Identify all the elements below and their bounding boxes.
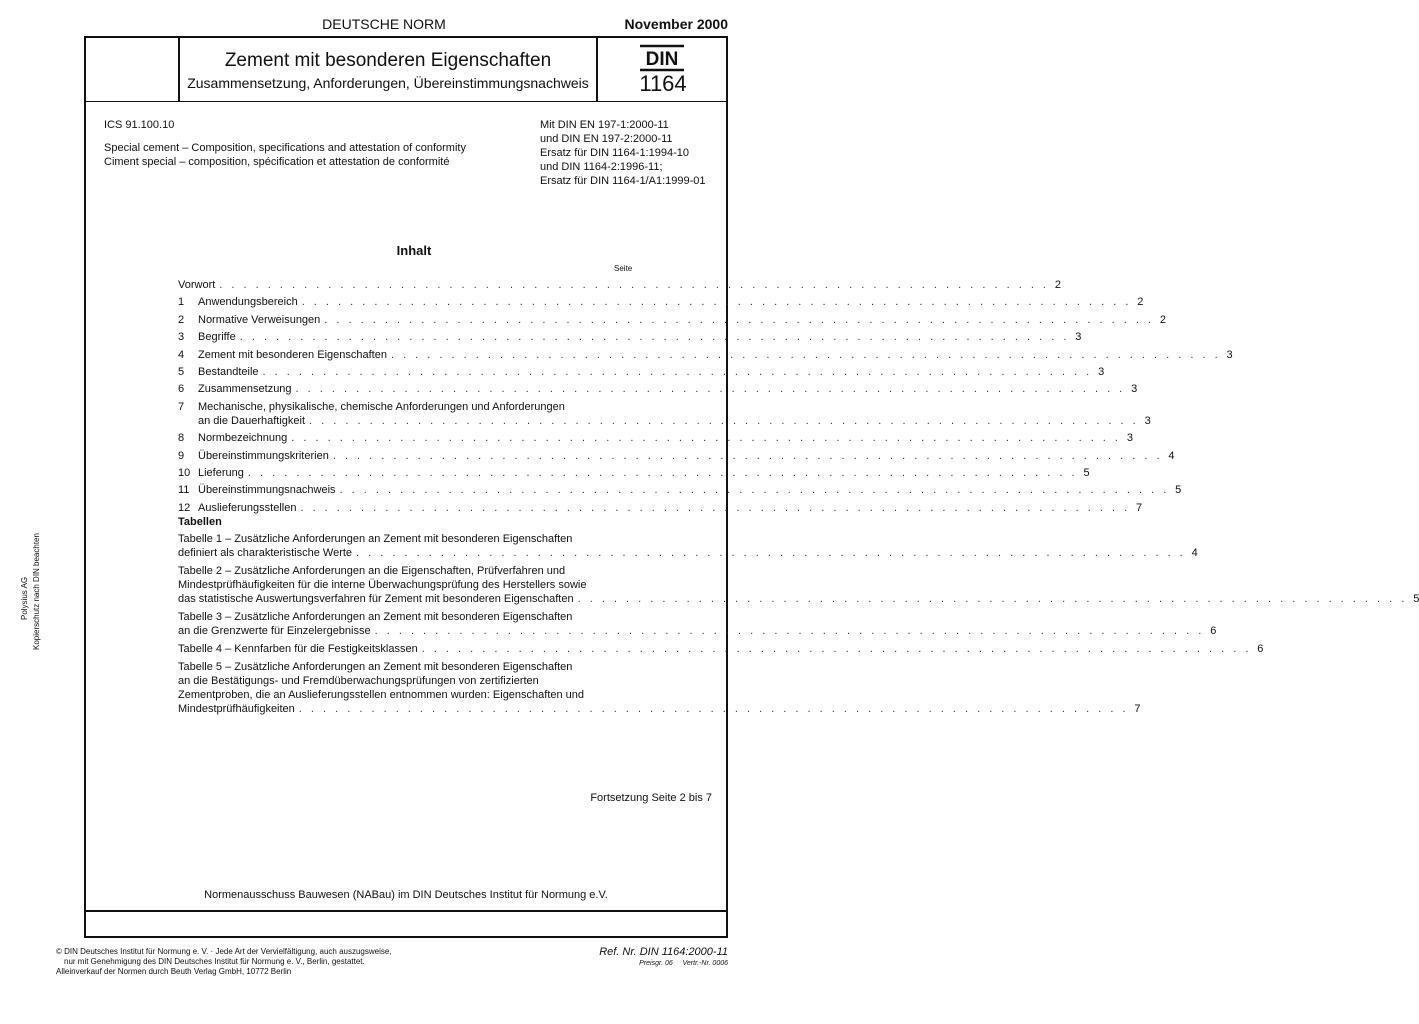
- replacement-line: Mit DIN EN 197-1:2000-11: [540, 119, 669, 131]
- toc-entry[interactable]: [178, 483, 1182, 497]
- side-stamp-line1: Polysius AG: [20, 576, 29, 620]
- tables-list: [178, 532, 1419, 720]
- table-entry-line: an die Bestätigungs- und Fremdüberwachungsprüfungen von zertifizierten: [178, 675, 539, 687]
- table-entry[interactable]: [178, 660, 1141, 716]
- toc-leader-dots: . . . . . . . . . . . . . . . . . . . . . . . . . . . . . . . . . . . . . . . . . . . . . . . . . . . . . . . . . . . . . . . . . . . . .: [339, 484, 1170, 497]
- toc-entry[interactable]: [178, 313, 1166, 327]
- table-entry[interactable]: [178, 532, 1198, 560]
- document-title: Zement mit besonderen Eigenschaften: [224, 50, 552, 71]
- table-entry[interactable]: [178, 610, 1217, 638]
- replacement-line: Ersatz für DIN 1164-1:1994-10: [540, 147, 689, 159]
- toc-page-number: 3: [1075, 331, 1082, 344]
- toc-entry[interactable]: [178, 278, 1061, 292]
- toc-number: 4: [178, 348, 185, 361]
- toc-label: Mechanische, physikalische, chemische Anforderungen und Anforderungen: [198, 400, 565, 413]
- toc-leader-dots: . . . . . . . . . . . . . . . . . . . . . . . . . . . . . . . . . . . . . . . . . . . . . . . . . . . . . . . . . . . . . . . . . . . . .: [332, 449, 1163, 462]
- document-subtitle: Zusammensetzung, Anforderungen, Übereinstimmungsnachweis: [187, 75, 589, 91]
- toc-leader-dots: . . . . . . . . . . . . . . . . . . . . . . . . . . . . . . . . . . . . . . . . . . . . . . . . . . . . . . . . . . . . . . . . . . . . .: [219, 279, 1049, 291]
- toc-label: Vorwort: [178, 279, 216, 291]
- table-entry[interactable]: [178, 642, 1264, 656]
- toc-entry[interactable]: [178, 330, 1082, 344]
- toc-number: 11: [178, 484, 190, 497]
- footer-divider: [84, 910, 728, 912]
- toc-label: Übereinstimmungsnachweis: [198, 484, 336, 497]
- table-entry-label: Tabelle 4 – Kennfarben für die Festigkeitsklassen: [178, 643, 418, 655]
- table-entry-line: Tabelle 2 – Zusätzliche Anforderungen an die Eigenschaften, Prüfverfahren und: [178, 565, 566, 577]
- table-entry-line: Mindestprüfhäufigkeiten für die interne Überwachungsprüfung des Herstellers sowie: [178, 579, 587, 591]
- toc-page-number: 5: [1413, 593, 1419, 605]
- replacement-line: und DIN EN 197-2:2000-11: [540, 133, 673, 145]
- toc-number: 1: [178, 296, 185, 309]
- toc-leader-dots: . . . . . . . . . . . . . . . . . . . . . . . . . . . . . . . . . . . . . . . . . . . . . . . . . . . . . . . . . . . . . . . . . . . . .: [291, 432, 1121, 445]
- price-group: [639, 960, 728, 967]
- toc-leader-dots: . . . . . . . . . . . . . . . . . . . . . . . . . . . . . . . . . . . . . . . . . . . . . . . . . . . . . . . . . . . . . . . . . . . . .: [298, 703, 1129, 715]
- toc-entry[interactable]: [178, 400, 1151, 428]
- toc-leader-dots: . . . . . . . . . . . . . . . . . . . . . . . . . . . . . . . . . . . . . . . . . . . . . . . . . . . . . . . . . . . . . . . . . . . . .: [577, 593, 1408, 605]
- toc-leader-dots: . . . . . . . . . . . . . . . . . . . . . . . . . . . . . . . . . . . . . . . . . . . . . . . . . . . . . . . . . . . . . . . . . . . . .: [262, 365, 1093, 378]
- table-of-contents: [178, 278, 1233, 518]
- toc-page-number: 2: [1159, 313, 1166, 326]
- toc-label: Normbezeichnung: [198, 432, 288, 445]
- toc-page-number: 6: [1257, 643, 1264, 655]
- toc-page-number: 7: [1136, 501, 1143, 514]
- toc-leader-dots: . . . . . . . . . . . . . . . . . . . . . . . . . . . . . . . . . . . . . . . . . . . . . . . . . . . . . . . . . . . . . . . . . . . . .: [324, 313, 1154, 326]
- toc-entry[interactable]: [178, 466, 1090, 480]
- toc-label: an die Dauerhaftigkeit: [198, 414, 306, 427]
- toc-number: 5: [178, 365, 185, 378]
- copyright-notice: [56, 947, 392, 977]
- toc-leader-dots: . . . . . . . . . . . . . . . . . . . . . . . . . . . . . . . . . . . . . . . . . . . . . . . . . . . . . . . . . . . . . . . . . . . . .: [239, 331, 1070, 344]
- toc-number: 7: [178, 400, 185, 413]
- table-entry-label: an die Grenzwerte für Einzelergebnisse: [178, 625, 371, 637]
- toc-number: 10: [178, 466, 191, 479]
- publication-date: November 2000: [624, 16, 728, 32]
- table-entry-line: Tabelle 1 – Zusätzliche Anforderungen an Zement mit besonderen Eigenschaften: [178, 533, 573, 545]
- price-group-label: Preisgr. 06: [639, 960, 673, 967]
- standard-type-label: DEUTSCHE NORM: [322, 16, 446, 32]
- toc-leader-dots: . . . . . . . . . . . . . . . . . . . . . . . . . . . . . . . . . . . . . . . . . . . . . . . . . . . . . . . . . . . . . . . . . . . . .: [295, 383, 1126, 396]
- toc-label: Normative Verweisungen: [198, 313, 321, 326]
- english-title: Special cement – Composition, specifications and attestation of conformity: [104, 142, 466, 154]
- toc-label: Lieferung: [198, 466, 244, 479]
- toc-page-number: 5: [1083, 466, 1090, 479]
- replacement-info: [540, 118, 706, 188]
- toc-page-number: 3: [1226, 348, 1233, 361]
- committee-line: Normenausschuss Bauwesen (NABau) im DIN Deutsches Institut für Normung e.V.: [204, 889, 608, 901]
- toc-leader-dots: . . . . . . . . . . . . . . . . . . . . . . . . . . . . . . . . . . . . . . . . . . . . . . . . . . . . . . . . . . . . . . . . . . . . .: [374, 625, 1205, 637]
- toc-number: 12: [178, 501, 191, 514]
- table-entry-line: Zementproben, die an Auslieferungsstellen entnommen wurden: Eigenschaften und: [178, 689, 585, 701]
- tables-heading: Tabellen: [178, 516, 222, 528]
- side-stamp: [20, 520, 44, 650]
- toc-page-number: 4: [1168, 449, 1175, 462]
- table-entry-label: das statistische Auswertungsverfahren für Zement mit besonderen Eigenschaften: [178, 593, 574, 605]
- toc-number: 6: [178, 383, 185, 396]
- toc-page-number: 4: [1191, 547, 1198, 559]
- table-entry-line: Tabelle 5 – Zusätzliche Anforderungen an Zement mit besonderen Eigenschaften: [178, 661, 573, 673]
- toc-page-number: 2: [1137, 296, 1144, 309]
- toc-entry[interactable]: [178, 365, 1105, 379]
- toc-label: Auslieferungsstellen: [198, 501, 297, 514]
- toc-label: Bestandteile: [198, 365, 259, 378]
- replacement-line: und DIN 1164-2:1996-11;: [540, 161, 663, 173]
- toc-leader-dots: . . . . . . . . . . . . . . . . . . . . . . . . . . . . . . . . . . . . . . . . . . . . . . . . . . . . . . . . . . . . . . . . . . . . .: [247, 466, 1078, 479]
- toc-label: Anwendungsbereich: [198, 296, 298, 309]
- table-entry-line: Tabelle 3 – Zusätzliche Anforderungen an Zement mit besonderen Eigenschaften: [178, 611, 573, 623]
- toc-page-number: 3: [1131, 383, 1138, 396]
- toc-entry[interactable]: [178, 431, 1133, 445]
- din-logo: [638, 44, 686, 72]
- copyright-line: © DIN Deutsches Institut für Normung e. V. · Jede Art der Vervielfältigung, auch auszugsweise,: [56, 947, 392, 956]
- svg-text:DIN: DIN: [645, 49, 679, 70]
- toc-number: 3: [178, 331, 185, 344]
- toc-page-number: 2: [1054, 279, 1061, 291]
- toc-number: 2: [178, 313, 185, 326]
- toc-label: Zement mit besonderen Eigenschaften: [198, 348, 387, 361]
- toc-entry[interactable]: [178, 382, 1138, 396]
- page-column-label: Seite: [614, 264, 633, 273]
- toc-page-number: 3: [1126, 432, 1133, 445]
- toc-page-number: 6: [1210, 625, 1217, 637]
- table-entry-label: Mindestprüfhäufigkeiten: [178, 703, 295, 715]
- side-stamp-line2: Kopierschutz nach DIN beachten: [32, 533, 41, 650]
- toc-leader-dots: . . . . . . . . . . . . . . . . . . . . . . . . . . . . . . . . . . . . . . . . . . . . . . . . . . . . . . . . . . . . . . . . . . . . .: [390, 348, 1221, 361]
- toc-label: Übereinstimmungskriterien: [198, 449, 329, 462]
- ics-code: ICS 91.100.10: [104, 119, 175, 131]
- french-title: Ciment special – composition, spécification et attestation de conformité: [104, 156, 450, 168]
- toc-number: 9: [178, 449, 185, 462]
- copyright-line: Alleinverkauf der Normen durch Beuth Verlag GmbH, 10772 Berlin: [56, 967, 292, 976]
- toc-label: Begriffe: [198, 331, 236, 344]
- replacement-line: Ersatz für DIN 1164-1/A1:1999-01: [540, 175, 706, 187]
- toc-leader-dots: . . . . . . . . . . . . . . . . . . . . . . . . . . . . . . . . . . . . . . . . . . . . . . . . . . . . . . . . . . . . . . . . . . . . .: [301, 296, 1132, 309]
- toc-page-number: 5: [1175, 484, 1182, 497]
- toc-number: 8: [178, 432, 185, 445]
- toc-page-number: 3: [1144, 414, 1151, 427]
- toc-entry[interactable]: [178, 501, 1143, 515]
- toc-entry[interactable]: [178, 348, 1233, 362]
- toc-entry[interactable]: [178, 449, 1175, 463]
- toc-leader-dots: . . . . . . . . . . . . . . . . . . . . . . . . . . . . . . . . . . . . . . . . . . . . . . . . . . . . . . . . . . . . . . . . . . . . .: [309, 414, 1139, 427]
- toc-leader-dots: . . . . . . . . . . . . . . . . . . . . . . . . . . . . . . . . . . . . . . . . . . . . . . . . . . . . . . . . . . . . . . . . . . . . .: [356, 547, 1186, 559]
- din-number: 1164: [639, 71, 687, 96]
- toc-page-number: 3: [1098, 365, 1105, 378]
- table-entry[interactable]: [178, 564, 1419, 606]
- toc-heading: Inhalt: [396, 243, 432, 258]
- reference-number: Ref. Nr. DIN 1164:2000-11: [599, 946, 728, 958]
- toc-leader-dots: . . . . . . . . . . . . . . . . . . . . . . . . . . . . . . . . . . . . . . . . . . . . . . . . . . . . . . . . . . . . . . . . . . . . .: [421, 643, 1252, 655]
- toc-leader-dots: . . . . . . . . . . . . . . . . . . . . . . . . . . . . . . . . . . . . . . . . . . . . . . . . . . . . . . . . . . . . . . . . . . . . .: [300, 501, 1131, 514]
- toc-page-number: 7: [1134, 703, 1141, 715]
- toc-label: Zusammensetzung: [198, 383, 292, 396]
- continuation-note: Fortsetzung Seite 2 bis 7: [590, 792, 712, 804]
- toc-entry[interactable]: [178, 295, 1144, 309]
- distribution-number: Vertr.-Nr. 0006: [682, 960, 728, 967]
- table-entry-label: definiert als charakteristische Werte: [178, 547, 353, 559]
- copyright-line: nur mit Genehmigung des DIN Deutsches Institut für Normung e. V., Berlin, gestattet.: [64, 957, 365, 966]
